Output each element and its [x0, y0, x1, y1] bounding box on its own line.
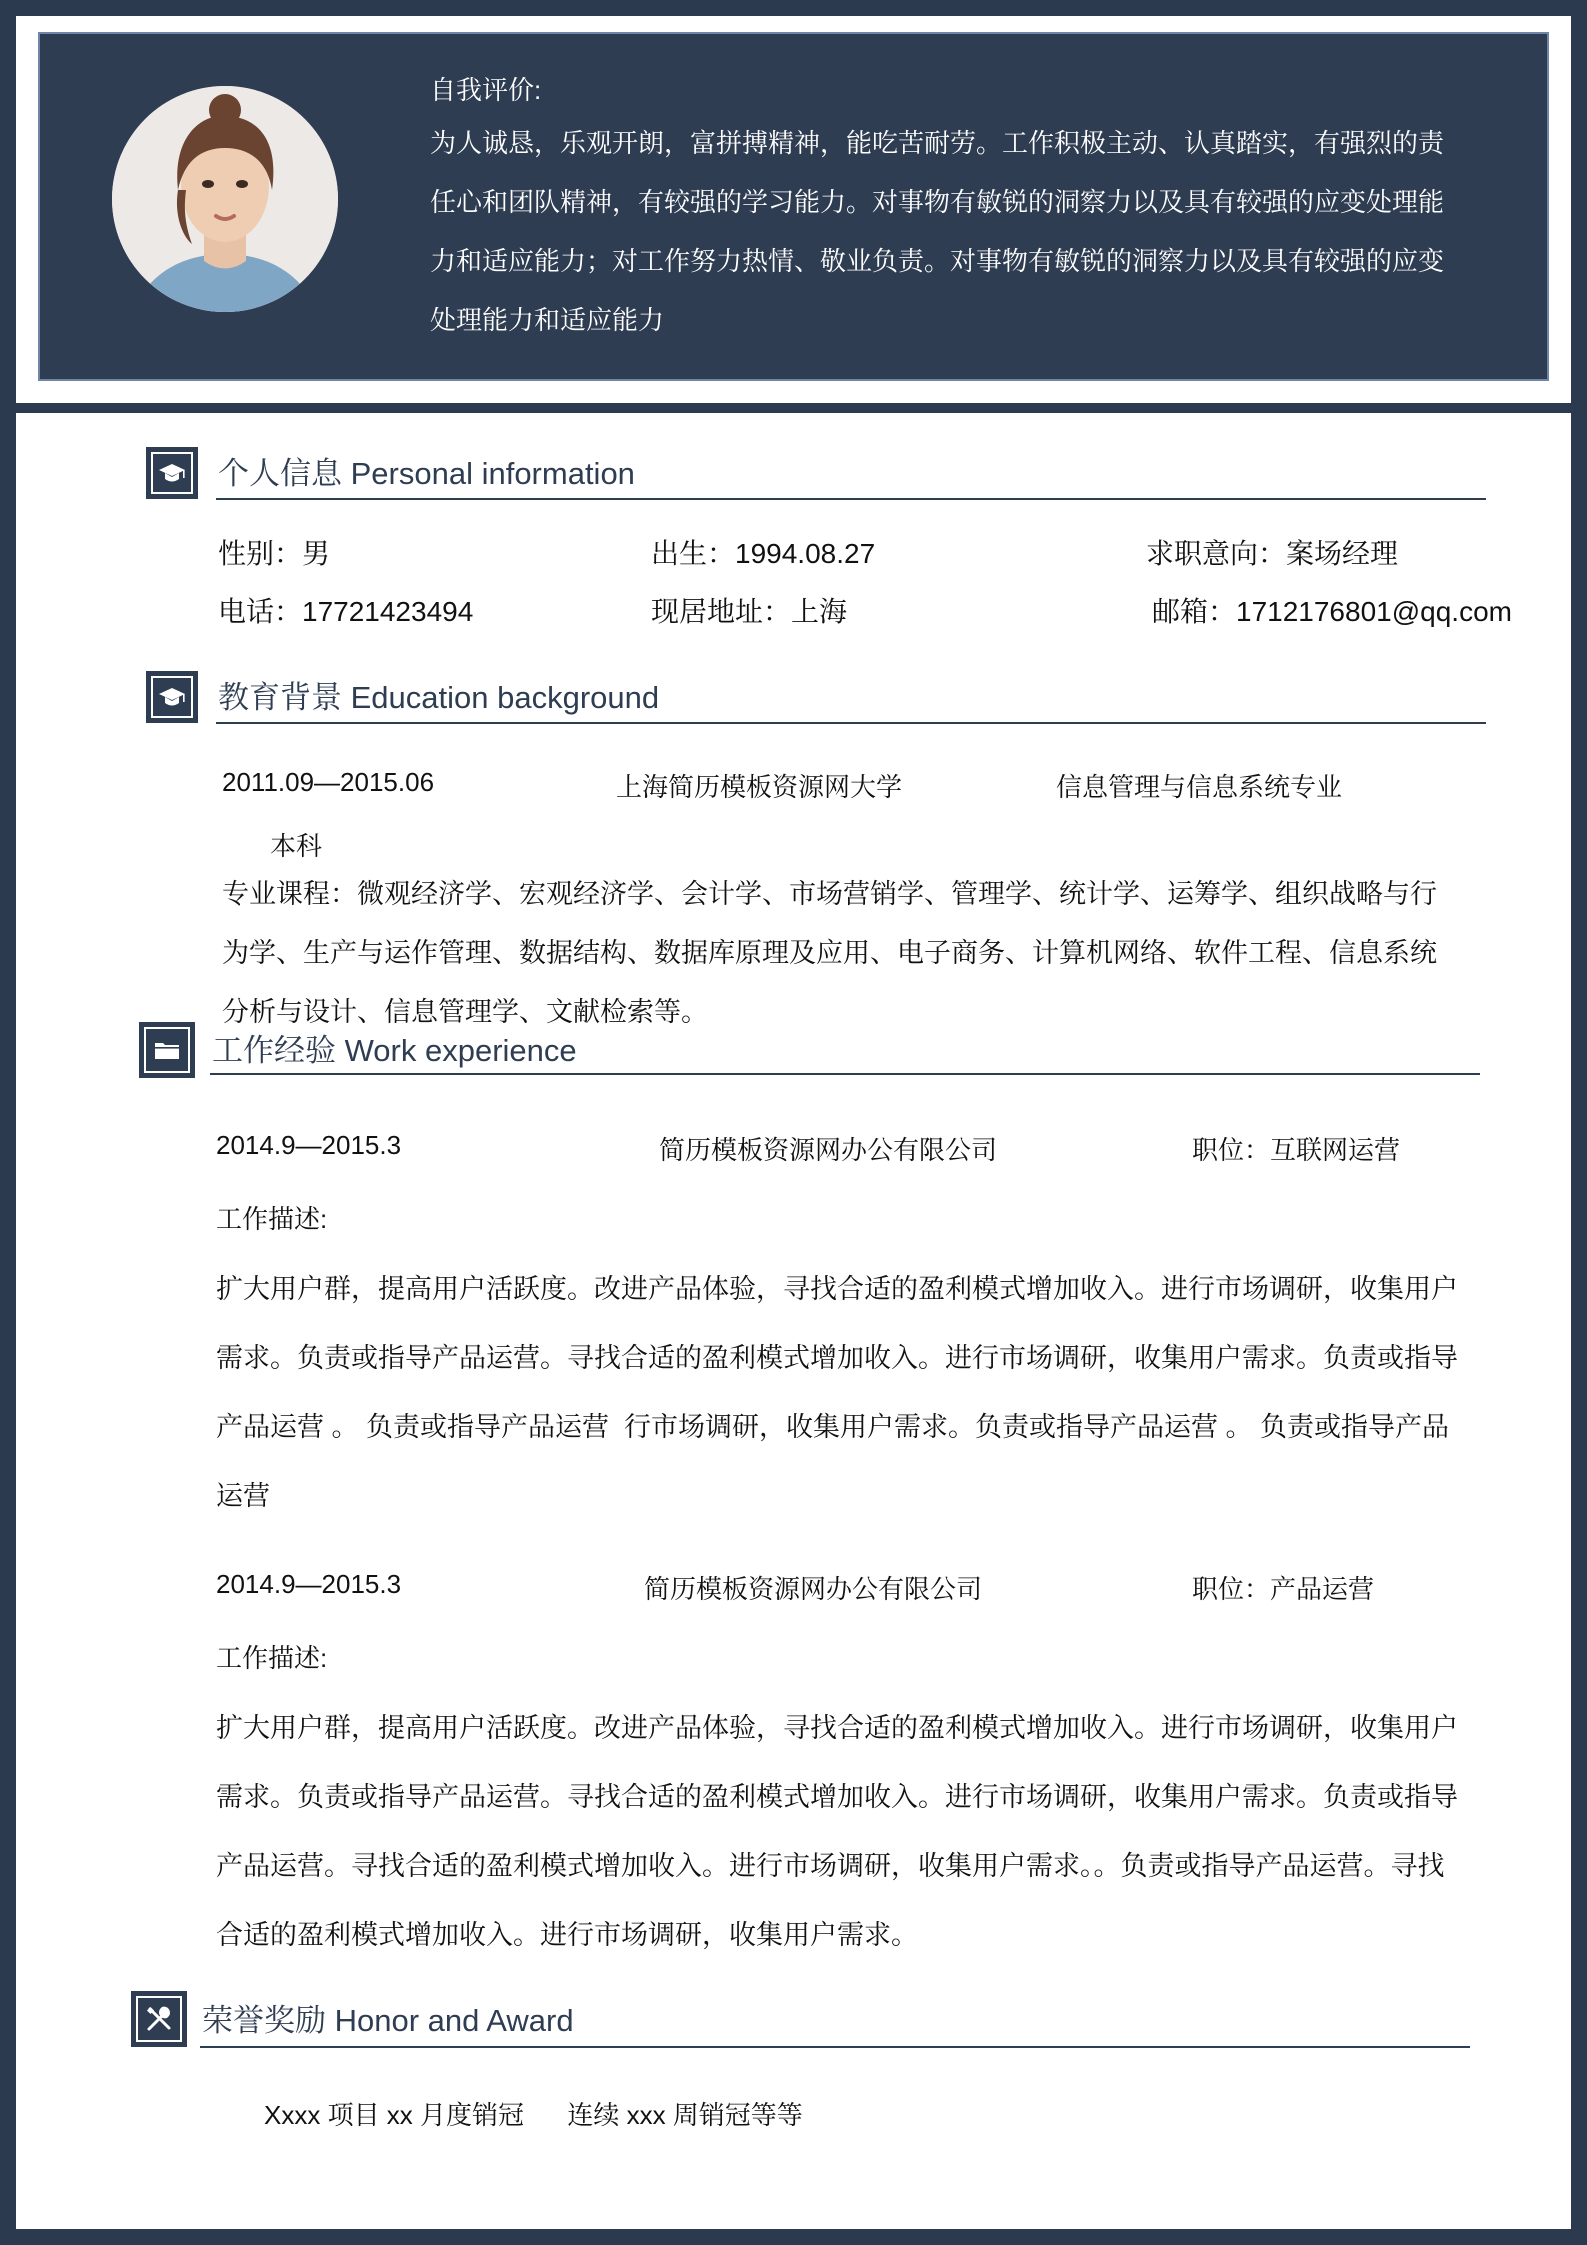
job-company: 简历模板资源网办公有限公司	[659, 1135, 998, 1165]
self-evaluation-line: 力和适应能力；对工作努力热情、敬业负责。对事物有敏锐的洞察力以及具有较强的应变	[430, 246, 1445, 276]
graduation-cap-icon	[158, 459, 186, 487]
education-courses	[222, 865, 1512, 1042]
job-description-line: 运营	[216, 1481, 270, 1511]
courses-line: 为学、生产与运作管理、数据结构、数据库原理及应用、电子商务、计算机网络、软件工程、信息系统	[222, 938, 1437, 968]
tools-icon	[145, 2005, 173, 2033]
phone: 电话：17721423494	[218, 596, 474, 627]
job-intent: 求职意向：案场经理	[1146, 538, 1399, 569]
honor-items: Xxxx 项目 xx 月度销冠 连续 xxx 周销冠等等	[264, 2100, 803, 2130]
gender: 性别：男	[218, 538, 331, 569]
education-section-icon	[146, 671, 198, 723]
personal-section-icon	[146, 447, 198, 499]
avatar-portrait	[112, 86, 338, 312]
honor-section-icon	[131, 1991, 187, 2047]
graduation-cap-icon	[158, 683, 186, 711]
job-position: 职位：产品运营	[1192, 1574, 1375, 1604]
job-description	[216, 1694, 1516, 1970]
work-section-title: 工作经验 Work experience	[212, 1033, 577, 1068]
job-desc-label: 工作描述:	[216, 1204, 328, 1234]
honor-section-title: 荣誉奖励 Honor and Award	[202, 2003, 574, 2038]
self-evaluation-panel	[38, 32, 1549, 381]
courses-line: 专业课程：微观经济学、宏观经济学、会计学、市场营销学、管理学、统计学、运筹学、组织战略与行	[222, 879, 1437, 909]
education-section-divider	[216, 722, 1486, 724]
courses-line: 分析与设计、信息管理学、文献检索等。	[222, 997, 708, 1027]
education-section-title: 教育背景 Education background	[218, 680, 660, 715]
self-evaluation-title: 自我评价:	[430, 75, 542, 105]
job-description	[216, 1255, 1516, 1531]
job-description-line: 产品运营。寻找合适的盈利模式增加收入。进行市场调研，收集用户需求。。负责或指导产品运营。寻找	[216, 1851, 1445, 1881]
address: 现居地址：上海	[651, 596, 848, 627]
birth-date: 出生：1994.08.27	[651, 538, 876, 569]
job-period: 2014.9—2015.3	[216, 1130, 402, 1160]
job-description-line: 需求。负责或指导产品运营。寻找合适的盈利模式增加收入。进行市场调研，收集用户需求。负责或指导	[216, 1782, 1458, 1812]
self-evaluation-line: 处理能力和适应能力	[430, 305, 665, 335]
self-evaluation-text	[430, 114, 1505, 350]
job-period: 2014.9—2015.3	[216, 1569, 402, 1599]
education-school: 上海简历模板资源网大学	[616, 772, 903, 802]
job-position: 职位：互联网运营	[1192, 1135, 1401, 1165]
honor-section-divider	[200, 2046, 1470, 2048]
work-section-icon	[139, 1022, 195, 1078]
education-degree: 本科	[270, 831, 323, 861]
job-description-line: 产品运营 。 负责或指导产品运营 行市场调研，收集用户需求。负责或指导产品运营 。 负责或指导产品	[216, 1412, 1450, 1442]
email: 邮箱：1712176801@qq.com	[1152, 596, 1512, 627]
job-description-line: 扩大用户群，提高用户活跃度。改进产品体验，寻找合适的盈利模式增加收入。进行市场调研，收集用户	[216, 1274, 1458, 1304]
job-description-line: 合适的盈利模式增加收入。进行市场调研，收集用户需求。	[216, 1920, 918, 1950]
education-major: 信息管理与信息系统专业	[1056, 772, 1343, 802]
education-period: 2011.09—2015.06	[222, 767, 435, 797]
self-evaluation-line: 为人诚恳，乐观开朗，富拼搏精神，能吃苦耐劳。工作积极主动、认真踏实，有强烈的责	[430, 128, 1445, 158]
resume-body	[16, 413, 1571, 2229]
job-description-line: 需求。负责或指导产品运营。寻找合适的盈利模式增加收入。进行市场调研，收集用户需求。负责或指导	[216, 1343, 1458, 1373]
avatar	[112, 86, 338, 312]
header-frame	[16, 16, 1571, 403]
self-evaluation-line: 任心和团队精神，有较强的学习能力。对事物有敏锐的洞察力以及具有较强的应变处理能	[430, 187, 1445, 217]
job-desc-label: 工作描述:	[216, 1643, 328, 1673]
folder-icon	[153, 1036, 181, 1064]
job-description-line: 扩大用户群，提高用户活跃度。改进产品体验，寻找合适的盈利模式增加收入。进行市场调研，收集用户	[216, 1713, 1458, 1743]
personal-section-divider	[216, 498, 1486, 500]
work-section-divider	[210, 1073, 1480, 1075]
personal-section-title: 个人信息 Personal information	[218, 456, 635, 491]
job-company: 简历模板资源网办公有限公司	[644, 1574, 983, 1604]
